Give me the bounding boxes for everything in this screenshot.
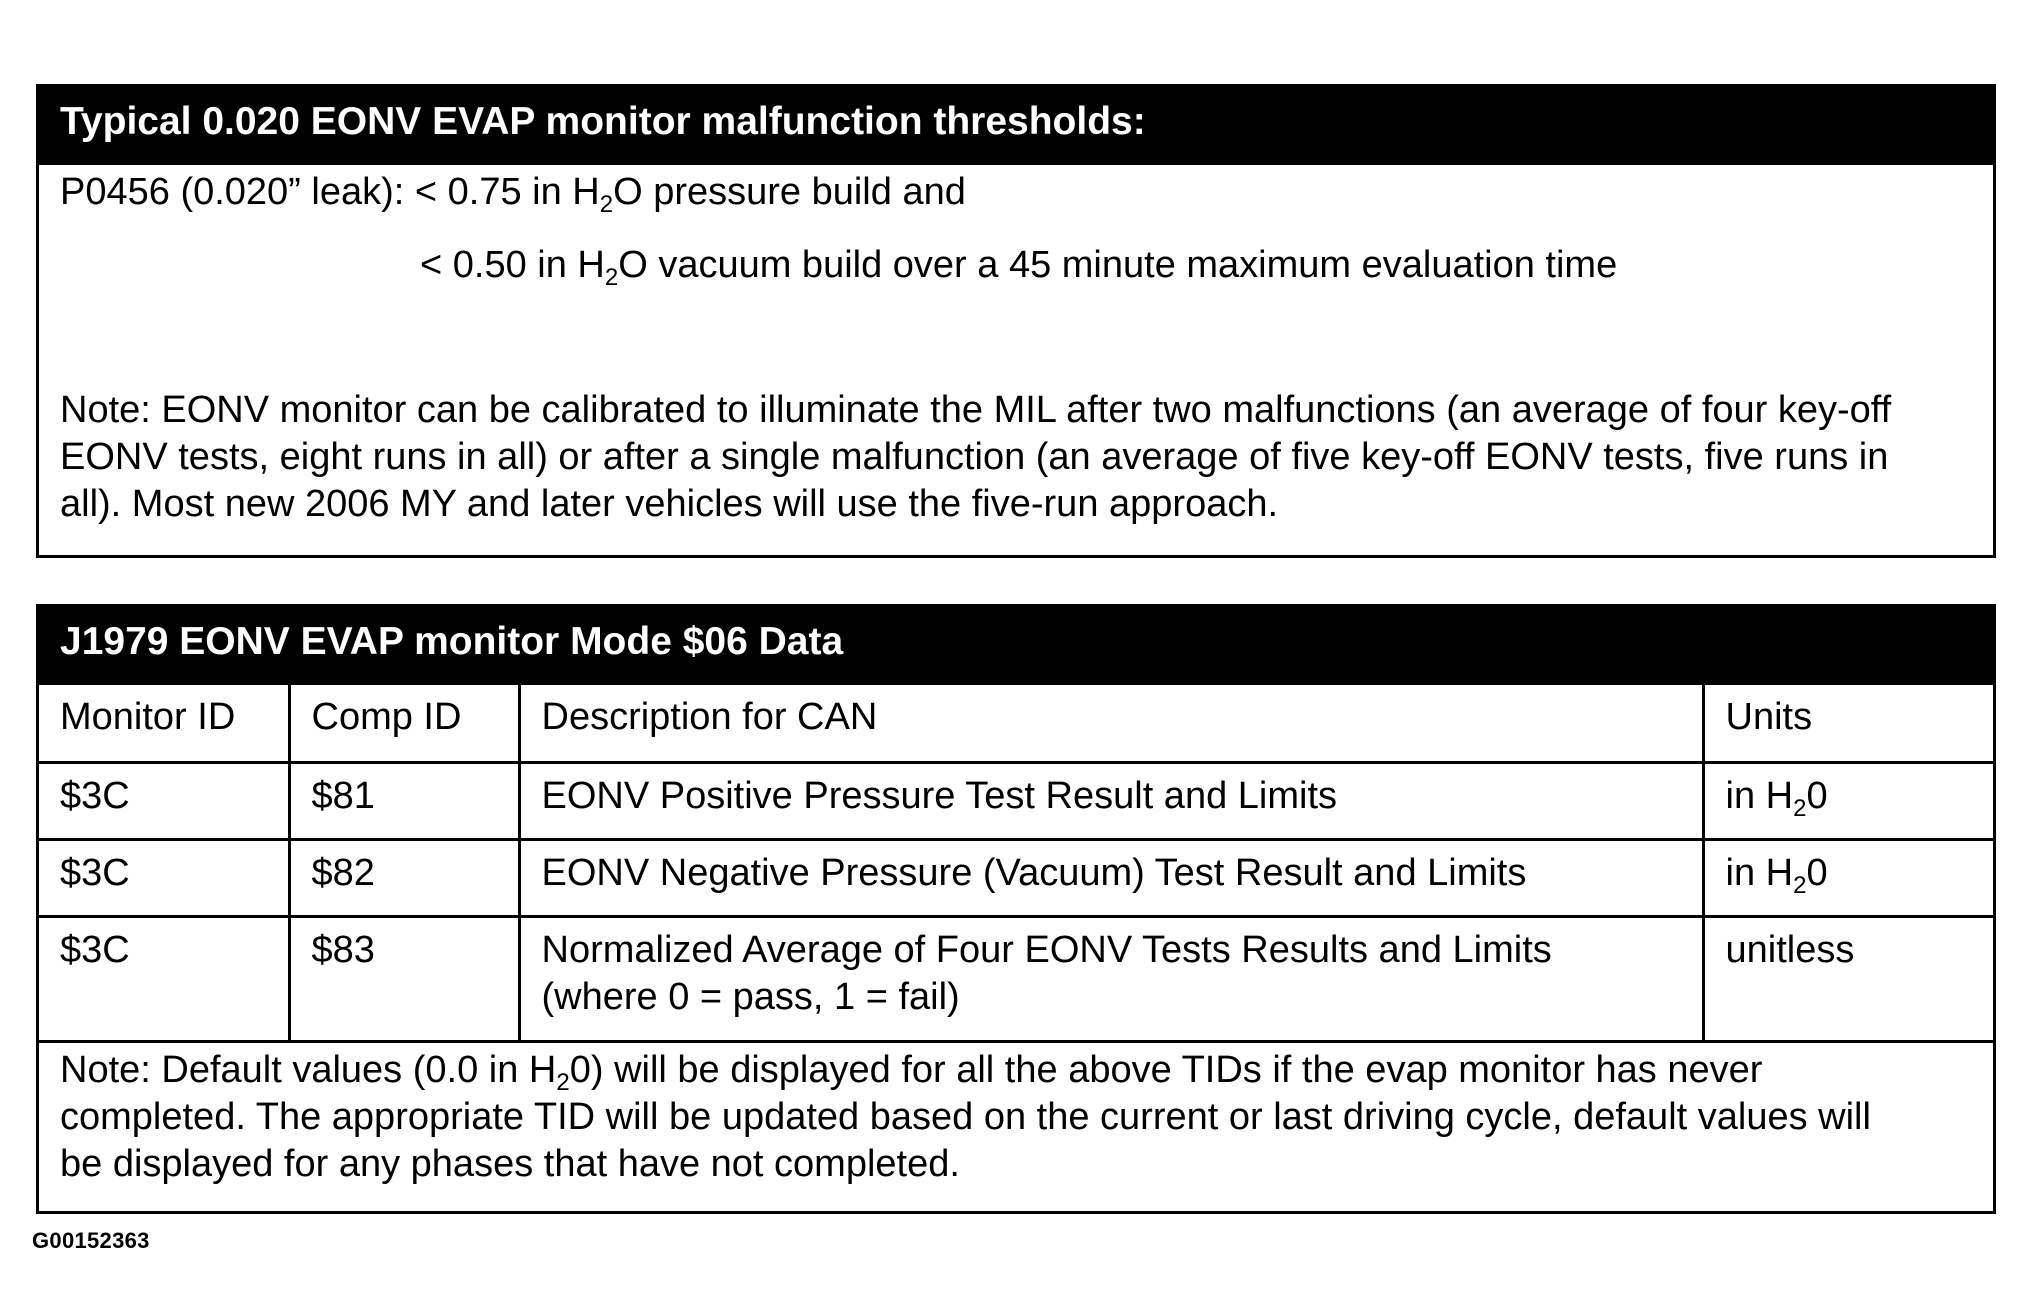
mode06-note-subscript: 2	[556, 1068, 570, 1096]
units-cell	[1703, 916, 1993, 1041]
description-cell: EONV Negative Pressure (Vacuum) Test Result and Limits	[519, 839, 1703, 916]
threshold-line-pressure	[60, 169, 966, 216]
threshold-line-pressure-suffix: O pressure build and	[613, 171, 966, 213]
threshold-line-vacuum-prefix: < 0.50 in H	[420, 244, 605, 286]
mode06-note-prefix: Note: Default values (0.0 in H	[60, 1048, 557, 1091]
comp-id-cell: $81	[289, 762, 519, 839]
threshold-line-pressure-prefix: P0456 (0.020” leak): < 0.75 in H	[60, 171, 600, 213]
column-header-monitor-id: Monitor ID	[39, 685, 289, 762]
units-suffix: 0	[1806, 774, 1828, 817]
description-cell: EONV Positive Pressure Test Result and Limits	[519, 762, 1703, 839]
monitor-id-cell: $3C	[39, 916, 289, 1041]
table-row	[39, 839, 1993, 916]
mode06-note	[39, 1041, 1993, 1215]
mode06-panel	[36, 604, 1996, 1214]
thresholds-note-line: Note: EONV monitor can be calibrated to illuminate the MIL after two malfunctions (an average of four key-off	[60, 389, 1892, 431]
monitor-id-cell: $3C	[39, 762, 289, 839]
thresholds-panel	[36, 84, 1996, 558]
thresholds-note-line: EONV tests, eight runs in all) or after a single malfunction (an average of five key-off EONV tests, five runs in	[60, 436, 1889, 478]
thresholds-note	[60, 387, 1990, 528]
threshold-line-vacuum-subscript: 2	[604, 264, 619, 291]
monitor-id-cell: $3C	[39, 839, 289, 916]
units-subscript: 2	[1793, 871, 1807, 899]
threshold-line-vacuum-suffix: O vacuum build over a 45 minute maximum evaluation time	[618, 244, 1618, 286]
table-row	[39, 916, 1993, 1041]
units-cell	[1703, 762, 1993, 839]
thresholds-note-line: all). Most new 2006 MY and later vehicles will use the five-run approach.	[60, 483, 1279, 525]
units-suffix: 0	[1806, 851, 1828, 894]
mode06-title: J1979 EONV EVAP monitor Mode $06 Data	[39, 607, 1993, 685]
thresholds-title: Typical 0.020 EONV EVAP monitor malfunction thresholds:	[39, 87, 1993, 165]
mode06-note-suffix: 0) will be displayed for all the above TIDs if the evap monitor has never	[569, 1048, 1763, 1091]
column-header-description: Description for CAN	[519, 685, 1703, 762]
comp-id-cell: $82	[289, 839, 519, 916]
description-cell	[519, 916, 1703, 1041]
units-subscript: 2	[1793, 794, 1807, 822]
units-prefix: in H	[1725, 774, 1794, 817]
description-line: (where 0 = pass, 1 = fail)	[541, 975, 960, 1018]
figure-id: G00152363	[32, 1228, 150, 1253]
mode06-note-line: be displayed for any phases that have not completed.	[60, 1142, 960, 1185]
table-note-row	[39, 1041, 1993, 1215]
column-header-units: Units	[1703, 685, 1993, 762]
mode06-note-line	[60, 1047, 1993, 1094]
units-cell	[1703, 839, 1993, 916]
mode06-table	[39, 685, 1993, 1215]
table-row	[39, 762, 1993, 839]
units-prefix: unitless	[1725, 928, 1855, 971]
threshold-line-pressure-subscript: 2	[599, 191, 614, 218]
column-header-comp-id: Comp ID	[289, 685, 519, 762]
threshold-line-vacuum	[420, 242, 1617, 289]
description-line: Normalized Average of Four EONV Tests Results and Limits	[541, 928, 1552, 971]
comp-id-cell: $83	[289, 916, 519, 1041]
table-header-row	[39, 685, 1993, 762]
mode06-note-line: completed. The appropriate TID will be updated based on the current or last driving cycle, default values will	[60, 1095, 1871, 1138]
units-prefix: in H	[1725, 851, 1794, 894]
